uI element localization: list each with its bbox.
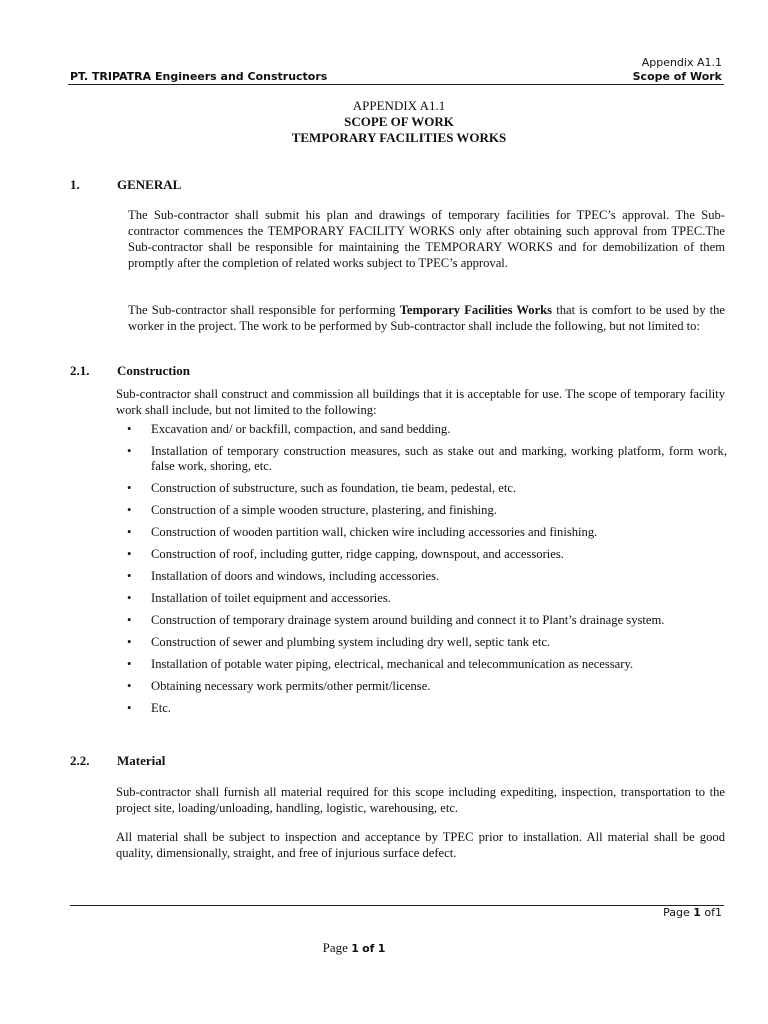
section-1-paragraph-2-end: that is comfort to be used by the worker in the project. The work to be performed by Sub-contractor shall include the following, but not limited to: (128, 303, 726, 333)
list-item-text: Obtaining necessary work permits/other permit/license. (151, 679, 431, 693)
section-2-1-intro: Sub-contractor shall construct and commission all buildings that it is acceptable for use. The scope of temporary facility work shall include, but not limited to the following: (116, 387, 725, 417)
list-item (115, 422, 727, 437)
bullet-icon: • (127, 525, 132, 539)
list-item-text: Construction of substructure, such as foundation, tie beam, pedestal, etc. (151, 481, 517, 495)
section-2-2-title: Material (117, 753, 166, 768)
list-item (115, 481, 727, 496)
bullet-icon: • (127, 444, 132, 458)
document-title-appendix: APPENDIX A1.1 (352, 98, 446, 113)
section-2-1-title: Construction (117, 363, 190, 378)
footer-of-word: of (704, 906, 715, 919)
list-item-text: Construction of sewer and plumbing system including dry well, septic tank etc. (151, 635, 551, 649)
list-item-text: Construction of roof, including gutter, ridge capping, downspout, and accessories. (151, 547, 564, 561)
header-appendix-label: Appendix A1.1 (641, 56, 722, 69)
bullet-icon: • (127, 481, 132, 495)
list-item (115, 679, 727, 694)
footer-page-number (663, 906, 722, 919)
list-item (115, 503, 727, 518)
list-item-text: Construction of a simple wooden structure, plastering, and finishing. (151, 503, 497, 517)
list-item-text: Etc. (151, 701, 171, 715)
list-item (115, 569, 727, 584)
bullet-icon: • (127, 657, 132, 671)
list-item-text: Construction of temporary drainage system around building and connect it to Plant’s drainage system. (151, 613, 665, 627)
section-1-paragraph-1: The Sub-contractor shall submit his plan and drawings of temporary facilities for TPEC’s approval. The Sub-contractor commences the TEMPORARY FACILITY WORKS only after obtaining such approval from TPEC.The Sub-contractor shall be responsible for maintaining the TEMPORARY WORKS and for demobilization of them promptly after the completion of related works subject to TPEC’s approval. (128, 208, 725, 270)
bullet-icon: • (127, 613, 132, 627)
page-counter-of: of (362, 942, 375, 955)
section-1-title: GENERAL (117, 177, 182, 192)
footer-divider (70, 905, 724, 906)
bullet-icon: • (127, 503, 132, 517)
page-counter (0, 940, 708, 956)
footer-page-current: 1 (693, 906, 701, 919)
bullet-icon: • (127, 701, 132, 715)
footer-page-word: Page (663, 906, 690, 919)
page-counter-total: 1 (377, 942, 386, 955)
list-item (115, 591, 727, 606)
header-company-name: PT. TRIPATRA Engineers and Constructors (70, 70, 328, 83)
page-counter-word: Page (322, 940, 348, 955)
list-item (115, 525, 727, 540)
section-1-number: 1. (70, 177, 80, 192)
section-1-paragraph-2-start: The Sub-contractor shall responsible for performing (128, 303, 400, 317)
list-item (115, 444, 727, 474)
bullet-icon: • (127, 422, 132, 436)
header-divider (68, 84, 724, 85)
list-item (115, 657, 727, 672)
section-2-1-list (115, 422, 727, 723)
list-item-text: Excavation and/ or backfill, compaction, and sand bedding. (151, 422, 451, 436)
list-item-text: Construction of wooden partition wall, chicken wire including accessories and finishing. (151, 525, 598, 539)
bullet-icon: • (127, 591, 132, 605)
bullet-icon: • (127, 569, 132, 583)
list-item-text: Installation of doors and windows, including accessories. (151, 569, 440, 583)
list-item-text: Installation of toilet equipment and accessories. (151, 591, 391, 605)
list-item (115, 635, 727, 650)
list-item-text: Installation of potable water piping, electrical, mechanical and telecommunication as necessary. (151, 657, 634, 671)
document-title-scope: SCOPE OF WORK (344, 114, 454, 129)
bullet-icon: • (127, 679, 132, 693)
section-2-2-number: 2.2. (70, 753, 90, 768)
section-2-1-number: 2.1. (70, 363, 90, 378)
list-item (115, 613, 727, 628)
list-item (115, 701, 727, 716)
list-item-text: Installation of temporary construction measures, such as stake out and marking, working platform, form work, false work, shoring, etc. (151, 444, 727, 473)
list-item (115, 547, 727, 562)
bullet-icon: • (127, 547, 132, 561)
document-title-works: TEMPORARY FACILITIES WORKS (291, 130, 507, 145)
section-2-2-paragraph-2: All material shall be subject to inspection and acceptance by TPEC prior to installation. All material shall be good quality, dimensionally, straight, and free of injurious surface defect. (116, 830, 725, 860)
section-1-paragraph-2-emphasis: Temporary Facilities Works (399, 303, 553, 317)
footer-page-total: 1 (715, 906, 722, 919)
bullet-icon: • (127, 635, 132, 649)
section-1-paragraph-2 (128, 302, 725, 334)
section-2-2-paragraph-1: Sub-contractor shall furnish all material required for this scope including expediting, inspection, transportation to the project site, loading/unloading, handling, logistic, warehousing, etc. (116, 785, 725, 815)
header-scope-label: Scope of Work (632, 70, 722, 83)
page-counter-current: 1 (351, 942, 359, 955)
